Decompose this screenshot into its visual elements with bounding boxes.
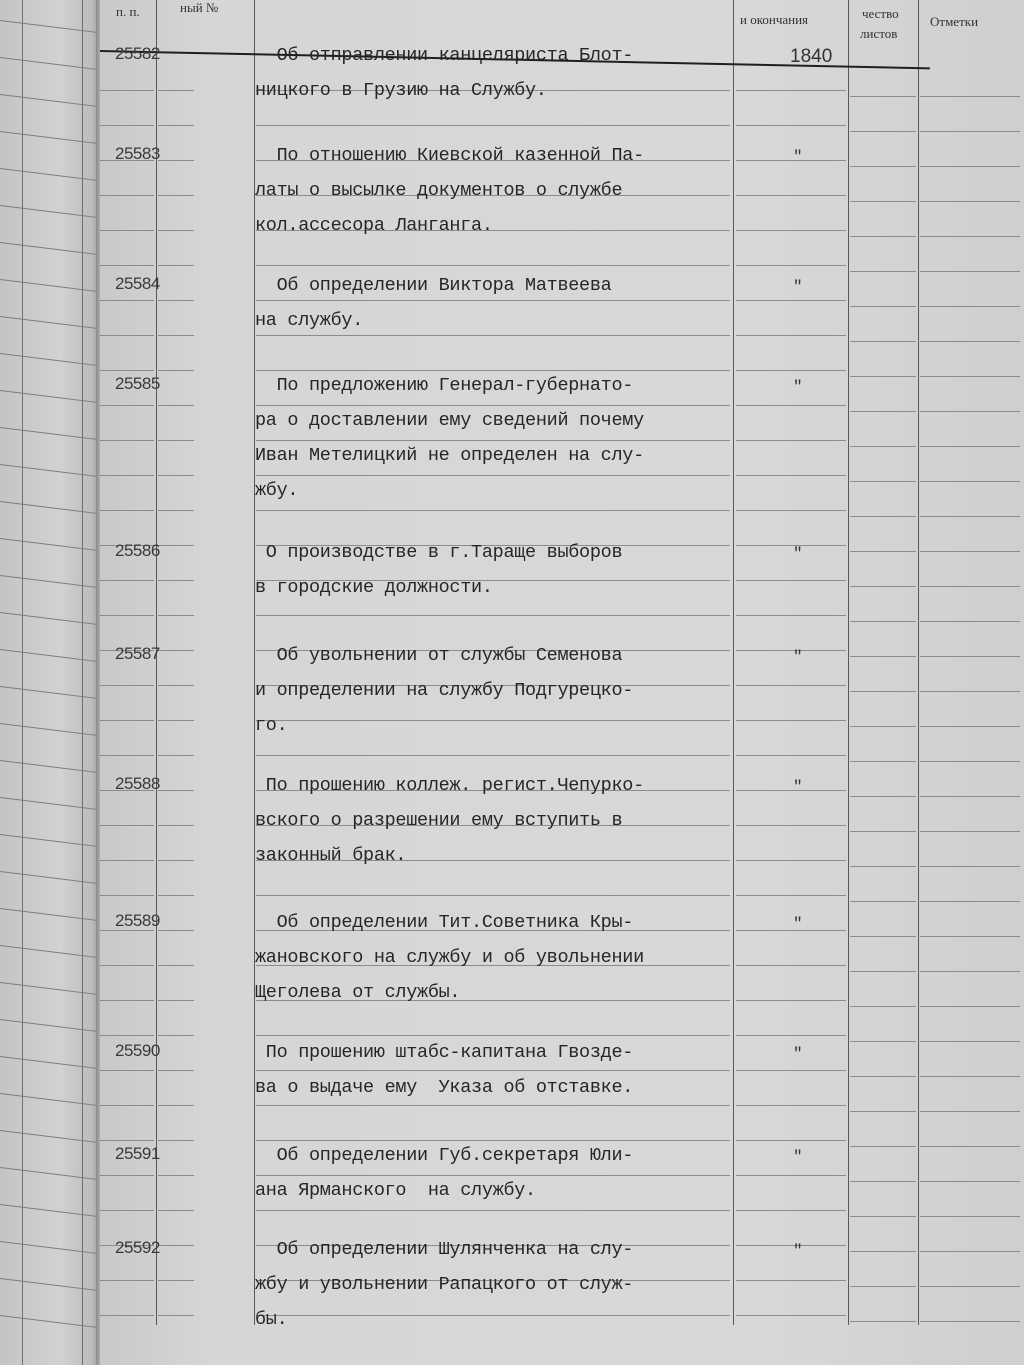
ruled-line	[850, 411, 916, 412]
ruled-line	[256, 265, 730, 266]
header-sheets-2: листов	[860, 26, 898, 41]
entry-description-line: жбу.	[255, 480, 299, 501]
ruled-line	[920, 1006, 1020, 1007]
entry-description-line: ана Ярманского на службу.	[255, 1180, 536, 1201]
ruled-line	[920, 831, 1020, 832]
ruled-line	[850, 1041, 916, 1042]
left-page-ruled-line	[0, 1167, 99, 1180]
entry-description-line: Об увольнении от службы Семенова	[255, 645, 623, 666]
left-page-ruled-line	[0, 1056, 99, 1069]
ruled-line	[850, 796, 916, 797]
ruled-line	[850, 971, 916, 972]
ruled-line	[736, 510, 846, 511]
ruled-line	[736, 1175, 846, 1176]
ruled-line	[158, 1315, 194, 1316]
left-page-ruled-line	[0, 131, 99, 144]
ditto-mark: "	[793, 378, 803, 396]
ruled-line	[158, 755, 194, 756]
ruled-line	[100, 1210, 154, 1211]
ruled-line	[920, 166, 1020, 167]
left-page-ruled-line	[0, 1093, 99, 1106]
left-page-ruled-line	[0, 612, 99, 625]
ruled-line	[850, 656, 916, 657]
ruled-line	[920, 796, 1020, 797]
ruled-line	[920, 971, 1020, 972]
left-page-ruled-line	[0, 1019, 99, 1032]
ruled-line	[736, 1035, 846, 1036]
ruled-line	[256, 125, 730, 126]
ruled-line	[850, 201, 916, 202]
entry-description-line: О производстве в г.Тараще выборов	[255, 542, 623, 563]
entry-description-line: ра о доставлении ему сведений почему	[255, 410, 644, 431]
ruled-line	[158, 580, 194, 581]
ruled-line	[920, 691, 1020, 692]
ruled-line	[850, 866, 916, 867]
ruled-line	[736, 615, 846, 616]
ruled-line	[100, 720, 154, 721]
ruled-line	[100, 370, 154, 371]
ruled-line	[100, 965, 154, 966]
ruled-line	[736, 405, 846, 406]
left-page-ruled-line	[0, 279, 99, 292]
ruled-line	[100, 1140, 154, 1141]
ruled-line	[158, 230, 194, 231]
left-page-ruled-line	[0, 538, 99, 551]
ruled-line	[736, 1105, 846, 1106]
ruled-line	[158, 405, 194, 406]
ruled-line	[158, 860, 194, 861]
ruled-line	[736, 1210, 846, 1211]
ruled-line	[158, 825, 194, 826]
ruled-line	[850, 936, 916, 937]
ruled-line	[736, 1315, 846, 1316]
left-page-ruled-line	[0, 20, 99, 33]
ruled-line	[100, 860, 154, 861]
left-page-column-line	[82, 0, 83, 1365]
left-page-ruled-line	[0, 908, 99, 921]
entry-date: 1840	[790, 46, 833, 67]
ruled-line	[736, 650, 846, 651]
ruled-line	[736, 685, 846, 686]
ruled-line	[100, 230, 154, 231]
ruled-line	[100, 1105, 154, 1106]
ruled-line	[920, 446, 1020, 447]
ruled-line	[100, 685, 154, 686]
entry-description-line: вского о разрешении ему вступить в	[255, 810, 623, 831]
ruled-line	[158, 1210, 194, 1211]
ruled-line	[920, 586, 1020, 587]
ruled-line	[736, 755, 846, 756]
left-page-ruled-line	[0, 1130, 99, 1143]
entry-description-line: законный брак.	[255, 845, 407, 866]
ruled-line	[158, 440, 194, 441]
inventory-number: 25590	[115, 1041, 160, 1060]
left-page-ruled-line	[0, 390, 99, 403]
ruled-line	[736, 370, 846, 371]
left-page-ruled-line	[0, 982, 99, 995]
ruled-line	[920, 1321, 1020, 1322]
ruled-line	[158, 1070, 194, 1071]
ruled-line	[256, 1105, 730, 1106]
column-divider	[918, 0, 919, 1325]
ruled-line	[100, 265, 154, 266]
entry-description-line: По предложению Генерал-губернато-	[255, 375, 634, 396]
ruled-line	[920, 551, 1020, 552]
entry-description-line: кол.ассесора Ланганга.	[255, 215, 493, 236]
ruled-line	[736, 300, 846, 301]
inventory-number: 25583	[115, 144, 160, 163]
inventory-number: 25582	[115, 44, 160, 63]
ruled-line	[100, 895, 154, 896]
entry-description-line: жановского на службу и об увольнении	[255, 947, 644, 968]
ruled-line	[850, 761, 916, 762]
ruled-line	[158, 685, 194, 686]
ruled-line	[100, 300, 154, 301]
left-page-ruled-line	[0, 94, 99, 107]
entry-description-line: Щеголева от службы.	[255, 982, 461, 1003]
entry-description-line: Об определении Губ.секретаря Юли-	[255, 1145, 634, 1166]
ruled-line	[100, 1280, 154, 1281]
ruled-line	[850, 96, 916, 97]
inventory-number: 25589	[115, 911, 160, 930]
ruled-line	[920, 1111, 1020, 1112]
ruled-line	[920, 516, 1020, 517]
ruled-line	[850, 1076, 916, 1077]
ruled-line	[920, 621, 1020, 622]
ruled-line	[100, 90, 154, 91]
ruled-line	[100, 440, 154, 441]
ruled-line	[850, 1321, 916, 1322]
entry-description-line: латы о высылке документов о службе	[255, 180, 623, 201]
ruled-line	[158, 895, 194, 896]
ruled-line	[736, 90, 846, 91]
entry-description-line: и определении на службу Подгурецко-	[255, 680, 634, 701]
ruled-line	[920, 96, 1020, 97]
ruled-line	[850, 271, 916, 272]
ruled-line	[100, 335, 154, 336]
left-page-ruled-line	[0, 205, 99, 218]
ditto-mark: "	[793, 778, 803, 796]
entry-description-line: Об определении Тит.Советника Кры-	[255, 912, 634, 933]
ruled-line	[736, 335, 846, 336]
ruled-line	[736, 545, 846, 546]
ruled-line	[158, 160, 194, 161]
ruled-line	[736, 1280, 846, 1281]
entry-description-line: По отношению Киевской казенной Па-	[255, 145, 644, 166]
ruled-line	[920, 1076, 1020, 1077]
ruled-line	[736, 230, 846, 231]
ditto-mark: "	[793, 278, 803, 296]
ruled-line	[100, 755, 154, 756]
ruled-line	[158, 370, 194, 371]
entry-description-line: По прошению штабс-капитана Гвозде-	[255, 1042, 634, 1063]
entry-description-line: бы.	[255, 1309, 288, 1330]
entry-description-line: жбу и увольнении Рапацкого от служ-	[255, 1274, 634, 1295]
inventory-number: 25592	[115, 1238, 160, 1257]
ruled-line	[736, 125, 846, 126]
ruled-line	[850, 551, 916, 552]
left-page-ruled-line	[0, 464, 99, 477]
ruled-line	[158, 720, 194, 721]
ruled-line	[158, 965, 194, 966]
ruled-line	[850, 166, 916, 167]
left-page-ruled-line	[0, 1278, 99, 1291]
left-page-ruled-line	[0, 575, 99, 588]
ruled-line	[100, 1070, 154, 1071]
ruled-line	[736, 1245, 846, 1246]
ruled-line	[920, 1146, 1020, 1147]
ruled-line	[736, 790, 846, 791]
inventory-number: 25585	[115, 374, 160, 393]
ruled-line	[920, 271, 1020, 272]
ruled-line	[100, 405, 154, 406]
ruled-line	[158, 1140, 194, 1141]
ruled-line	[736, 475, 846, 476]
ruled-line	[158, 300, 194, 301]
ruled-line	[920, 201, 1020, 202]
ruled-line	[158, 1245, 194, 1246]
ruled-line	[850, 1251, 916, 1252]
ruled-line	[100, 1175, 154, 1176]
ditto-mark: "	[793, 1045, 803, 1063]
entry-description-line: го.	[255, 715, 288, 736]
ruled-line	[736, 1140, 846, 1141]
entry-description-line: ва о выдаче ему Указа об отставке.	[255, 1077, 634, 1098]
ruled-line	[920, 306, 1020, 307]
ruled-line	[100, 1315, 154, 1316]
ruled-line	[100, 125, 154, 126]
ruled-line	[850, 236, 916, 237]
ruled-line	[256, 615, 730, 616]
ruled-line	[158, 510, 194, 511]
left-page-ruled-line	[0, 797, 99, 810]
ruled-line	[100, 615, 154, 616]
ruled-line	[920, 936, 1020, 937]
ruled-line	[920, 341, 1020, 342]
header-notes: Отметки	[930, 14, 979, 29]
ditto-mark: "	[793, 1242, 803, 1260]
ruled-line	[256, 895, 730, 896]
ruled-line	[920, 411, 1020, 412]
header-item-no: п. п.	[116, 4, 140, 19]
left-page-ruled-line	[0, 427, 99, 440]
entry-description-line: Об отправлении канцеляриста Блот-	[255, 45, 634, 66]
ruled-line	[850, 516, 916, 517]
ruled-line	[158, 90, 194, 91]
ruled-line	[850, 621, 916, 622]
ruled-line	[100, 1035, 154, 1036]
ruled-line	[256, 510, 730, 511]
ruled-line	[850, 446, 916, 447]
ruled-line	[736, 1000, 846, 1001]
inventory-number: 25584	[115, 274, 160, 293]
left-page-ruled-line	[0, 57, 99, 70]
ruled-line	[158, 1035, 194, 1036]
ruled-line	[158, 1105, 194, 1106]
ruled-line	[100, 1000, 154, 1001]
left-page-ruled-line	[0, 686, 99, 699]
ruled-line	[920, 481, 1020, 482]
ruled-line	[256, 1210, 730, 1211]
left-page-ruled-line	[0, 353, 99, 366]
ditto-mark: "	[793, 148, 803, 166]
ruled-line	[850, 1111, 916, 1112]
ruled-line	[850, 831, 916, 832]
ruled-line	[158, 615, 194, 616]
ruled-line	[736, 720, 846, 721]
ruled-line	[920, 1286, 1020, 1287]
ruled-line	[850, 306, 916, 307]
column-divider	[848, 0, 849, 1325]
left-page-ruled-line	[0, 834, 99, 847]
ruled-line	[100, 580, 154, 581]
inventory-number: 25588	[115, 774, 160, 793]
entry-description-line: Об определении Шулянченка на слу-	[255, 1239, 634, 1260]
register-page	[100, 0, 1024, 1365]
left-page-ruled-line	[0, 242, 99, 255]
ruled-line	[920, 1041, 1020, 1042]
ruled-line	[920, 131, 1020, 132]
ruled-line	[158, 195, 194, 196]
ruled-line	[920, 901, 1020, 902]
left-page-ruled-line	[0, 871, 99, 884]
ruled-line	[920, 656, 1020, 657]
ruled-line	[100, 195, 154, 196]
ruled-line	[850, 726, 916, 727]
ruled-line	[920, 1251, 1020, 1252]
ruled-line	[158, 545, 194, 546]
header-sheets-1: чество	[862, 6, 899, 21]
left-page-ruled-line	[0, 316, 99, 329]
entry-description-line: По прошению коллеж. регист.Чепурко-	[255, 775, 644, 796]
inventory-number: 25591	[115, 1144, 160, 1163]
ruled-line	[736, 860, 846, 861]
ruled-line	[920, 1216, 1020, 1217]
ditto-mark: "	[793, 915, 803, 933]
ditto-mark: "	[793, 545, 803, 563]
ruled-line	[850, 341, 916, 342]
ruled-line	[736, 825, 846, 826]
inventory-number: 25587	[115, 644, 160, 663]
ruled-line	[920, 761, 1020, 762]
left-page-ruled-line	[0, 945, 99, 958]
ruled-line	[920, 866, 1020, 867]
left-page-ruled-line	[0, 649, 99, 662]
ruled-line	[100, 825, 154, 826]
ruled-line	[850, 131, 916, 132]
header-inventory-no: ный №	[180, 0, 219, 15]
left-page-ruled-line	[0, 168, 99, 181]
ruled-line	[100, 475, 154, 476]
ruled-line	[736, 930, 846, 931]
ruled-line	[158, 1280, 194, 1281]
ruled-line	[158, 930, 194, 931]
ruled-line	[736, 265, 846, 266]
ruled-line	[158, 475, 194, 476]
ruled-line	[850, 376, 916, 377]
ruled-line	[736, 895, 846, 896]
ruled-line	[256, 755, 730, 756]
ruled-line	[850, 1146, 916, 1147]
entry-description-line: на службу.	[255, 310, 364, 331]
ruled-line	[920, 376, 1020, 377]
ruled-line	[850, 1181, 916, 1182]
inventory-number: 25586	[115, 541, 160, 560]
left-page-column-line	[22, 0, 23, 1365]
left-page-ruled-line	[0, 1241, 99, 1254]
ruled-line	[158, 125, 194, 126]
entry-description-line: в городские должности.	[255, 577, 493, 598]
ruled-line	[158, 1175, 194, 1176]
ruled-line	[100, 510, 154, 511]
ruled-line	[850, 1216, 916, 1217]
ruled-line	[158, 335, 194, 336]
entry-description-line: Об определении Виктора Матвеева	[255, 275, 612, 296]
left-page-ruled-line	[0, 760, 99, 773]
ruled-line	[736, 965, 846, 966]
ruled-line	[920, 236, 1020, 237]
left-page-ruled-line	[0, 1204, 99, 1217]
ruled-line	[850, 1286, 916, 1287]
left-page-ruled-line	[0, 501, 99, 514]
ruled-line	[158, 265, 194, 266]
ruled-line	[158, 1000, 194, 1001]
ruled-line	[850, 586, 916, 587]
header-dates: и окончания	[740, 12, 809, 27]
ruled-line	[850, 1006, 916, 1007]
ruled-line	[736, 440, 846, 441]
left-page-curl	[0, 0, 100, 1365]
ditto-mark: "	[793, 648, 803, 666]
ditto-mark: "	[793, 1148, 803, 1166]
ruled-line	[158, 790, 194, 791]
ruled-line	[850, 691, 916, 692]
entry-description-line: ницкого в Грузию на Службу.	[255, 80, 547, 101]
ruled-line	[736, 195, 846, 196]
ruled-line	[158, 650, 194, 651]
ruled-line	[736, 160, 846, 161]
ruled-line	[920, 1181, 1020, 1182]
ruled-line	[736, 1070, 846, 1071]
ruled-line	[850, 901, 916, 902]
ruled-line	[736, 580, 846, 581]
ruled-line	[850, 481, 916, 482]
entry-description-line: Иван Метелицкий не определен на слу-	[255, 445, 644, 466]
ruled-line	[920, 726, 1020, 727]
left-page-ruled-line	[0, 723, 99, 736]
left-page-ruled-line	[0, 1315, 99, 1328]
